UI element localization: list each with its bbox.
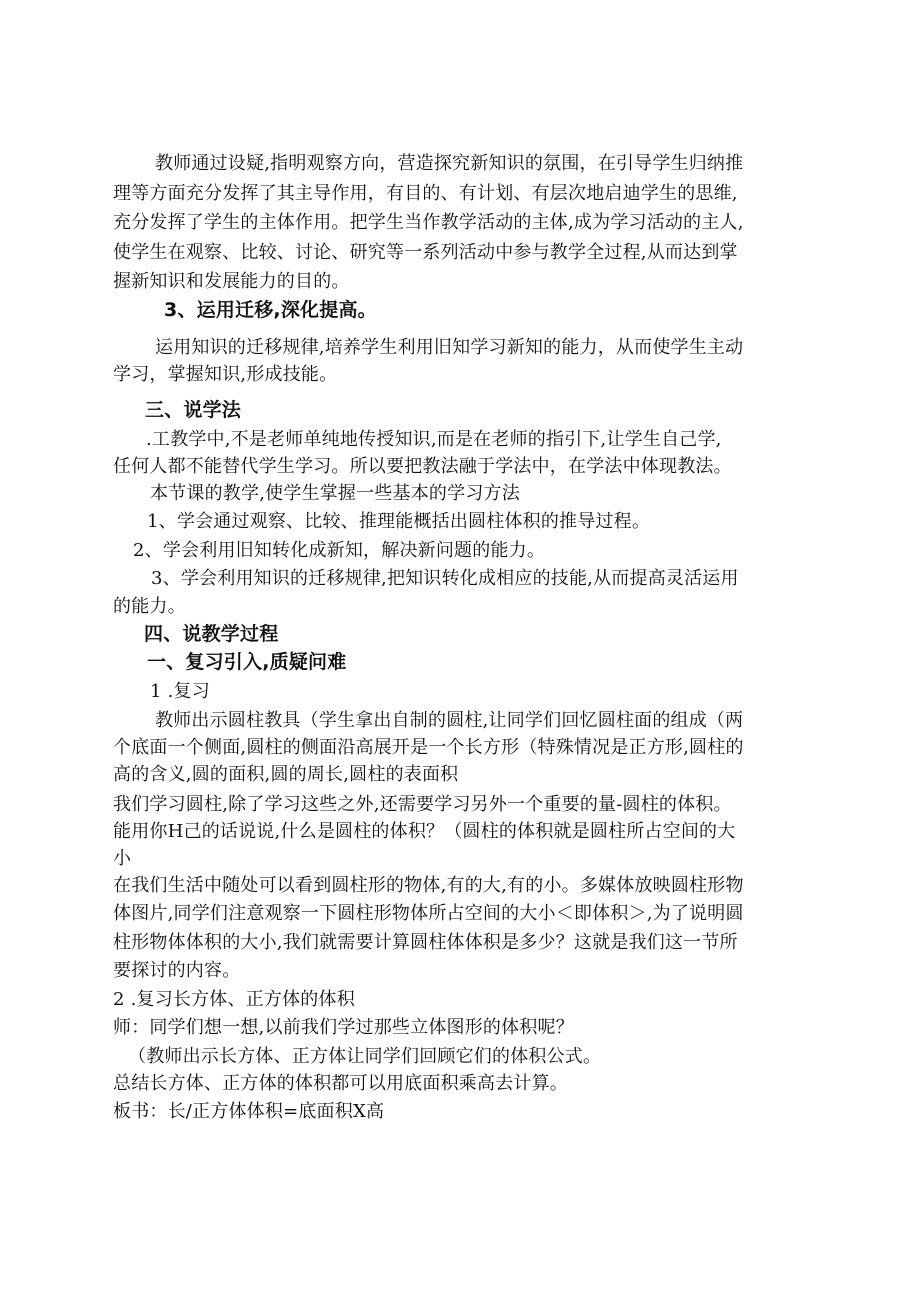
item-2-label: 2 .复习长方体、正方体的体积 [113,989,355,1010]
method-item-3: 3、学会利用知识的迁移规律,把知识转化成相应的技能,从而提高灵活运用 [151,568,739,589]
paragraph-line: 能用你H己的话说说,什么是圆柱的体积？（圆柱的体积就是圆柱所占空间的大 [113,821,736,842]
paragraph-line: 运用知识的迁移规律,培养学生利用旧知学习新知的能力，从而使学生主动 [155,337,744,358]
paragraph-line: 充分发挥了学生的主体作用。把学生当作教学活动的主体,成为学习活动的主人, [113,212,744,233]
paragraph-line: 任何人都不能替代学生学习。所以要把教法融于学法中，在学法中体现教法。 [113,456,732,477]
paragraph-line: 我们学习圆柱,除了学习这些之外,还需要学习另外一个重要的量-圆柱的体积。 [113,794,732,815]
paragraph-line: 握新知识和发展能力的目的。 [113,271,350,292]
paragraph-line: 小 [113,848,132,869]
paragraph-line: 师：同学们想一想,以前我们学过那些立体图形的体积呢？ [113,1017,574,1038]
paragraph-line: （教师出示长方体、正方体让同学们回顾它们的体积公式。 [128,1046,602,1067]
item-1-label: 1 .复习 [150,681,210,702]
paragraph-line: 教师通过设疑,指明观察方向，营造探究新知识的氛围，在引导学生归纳推 [155,153,744,174]
paragraph-line: 使学生在观察、比较、讨论、研究等一系列活动中参与教学全过程,从而达到掌 [113,242,738,263]
paragraph-line: 高的含义,圆的面积,圆的周长,圆柱的表面积 [113,764,459,785]
paragraph-line: 总结长方体、正方体的体积都可以用底面积乘高去计算。 [113,1073,568,1094]
paragraph-line: 的能力。 [113,596,186,617]
paragraph-line: 柱形物体体积的大小,我们就需要计算圆柱体体积是多少？这就是我们这一节所 [113,932,738,953]
blackboard-note: 板书：长/正方体体积=底面积X高 [113,1101,385,1122]
paragraph-line: 理等方面充分发挥了其主导作用，有目的、有计划、有层次地启迪学生的思维, [113,183,738,204]
paragraph-line: 个底面一个侧面,圆柱的侧面沿高展开是一个长方形（特殊情况是正方形,圆柱的 [113,737,744,758]
process-step-1-heading: 一、复习引入,质疑问难 [147,651,347,673]
paragraph-line: 要探讨的内容。 [113,960,241,981]
method-item-1: 1、学会通过观察、比较、推理能概括出圆柱体积的推导过程。 [147,511,651,532]
section-3-heading: 三、说学法 [145,399,242,421]
paragraph-line: 学习，掌握知识,形成技能。 [113,364,338,385]
method-item-2: 2、学会利用旧知转化成新知，解决新问题的能力。 [133,540,546,561]
paragraph-line: 在我们生活中随处可以看到圆柱形的物体,有的大,有的小。多媒体放映圆柱形物 [113,875,744,896]
paragraph-line: .工教学中,不是老师单纯地传授知识,而是在老师的指引下,让学生自己学, [146,429,722,450]
section-4-heading: 四、说教学过程 [144,623,279,645]
paragraph-line: 体图片,同学们注意观察一下圆柱形物体所占空间的大小＜即体积＞,为了说明圆 [113,903,744,924]
paragraph-line: 本节课的教学,使学生掌握一些基本的学习方法 [150,483,520,504]
point-3-heading: 3、运用迁移,深化提高。 [164,299,377,321]
paragraph-line: 教师出示圆柱教具（学生拿出自制的圆柱,让同学们回忆圆柱面的组成（两 [155,710,744,731]
